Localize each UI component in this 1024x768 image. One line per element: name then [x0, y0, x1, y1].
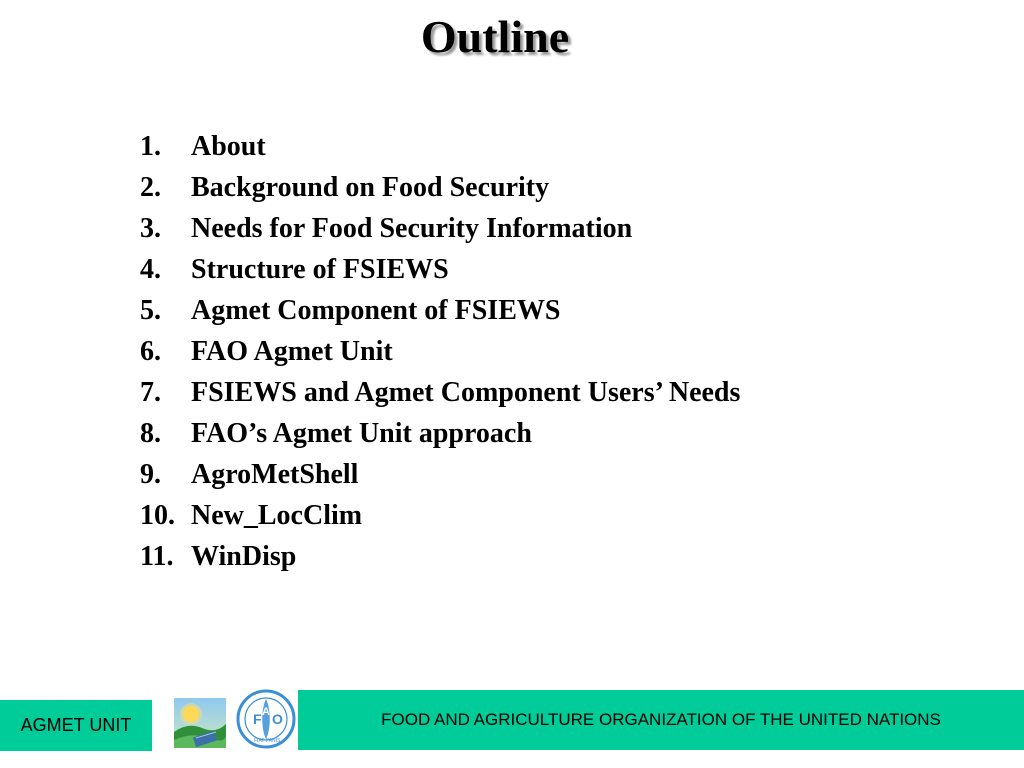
footer-organization-label: FOOD AND AGRICULTURE ORGANIZATION OF THE UNITED NATIONS [381, 710, 941, 729]
fao-emblem-icon [236, 689, 296, 749]
outline-item-text: WinDisp [191, 540, 297, 572]
outline-item [140, 454, 740, 495]
fao-letter-f: F [253, 711, 262, 727]
fao-motto: FIAT PANIS [254, 738, 281, 744]
outline-item [140, 372, 740, 413]
outline-item-text: FAO Agmet Unit [191, 335, 393, 367]
footer-agmet-unit-label: AGMET UNIT [20, 715, 132, 735]
outline-item [140, 126, 740, 167]
outline-item [140, 536, 740, 577]
outline-item [140, 290, 740, 331]
outline-item [140, 413, 740, 454]
outline-item-number: 11. [140, 540, 174, 572]
footer-organization-banner [298, 690, 1024, 750]
outline-item [140, 208, 740, 249]
outline-item-text: Needs for Food Security Information [191, 212, 633, 244]
outline-item-text: AgroMetShell [191, 458, 359, 490]
agmet-landscape-icon [174, 698, 226, 748]
outline-item-number: 3. [140, 212, 161, 244]
outline-item-number: 2. [140, 171, 161, 203]
outline-item-text: New_LocClim [191, 499, 363, 531]
outline-item-text: About [191, 130, 266, 162]
footer-agmet-unit [0, 700, 152, 751]
outline-item [140, 249, 740, 290]
slide-title: Outline [420, 11, 570, 62]
outline-item-text: Structure of FSIEWS [191, 253, 449, 285]
outline-item-text: FSIEWS and Agmet Component Users’ Needs [191, 376, 741, 408]
outline-item [140, 167, 740, 208]
outline-item-text: Agmet Component of FSIEWS [191, 294, 561, 326]
outline-list [140, 126, 740, 577]
outline-item-number: 7. [140, 376, 161, 408]
outline-item-number: 4. [140, 253, 161, 285]
outline-item-text: Background on Food Security [191, 171, 550, 203]
outline-item-number: 8. [140, 417, 161, 449]
fao-letter-o: O [272, 711, 283, 727]
outline-item-number: 1. [140, 130, 161, 162]
outline-item [140, 495, 740, 536]
outline-item-text: FAO’s Agmet Unit approach [191, 417, 532, 449]
outline-item-number: 5. [140, 294, 161, 326]
outline-item-number: 6. [140, 335, 161, 367]
outline-item-number: 10. [140, 499, 175, 531]
outline-item-number: 9. [140, 458, 161, 490]
fao-letter-a: A [262, 706, 270, 718]
outline-item [140, 331, 740, 372]
